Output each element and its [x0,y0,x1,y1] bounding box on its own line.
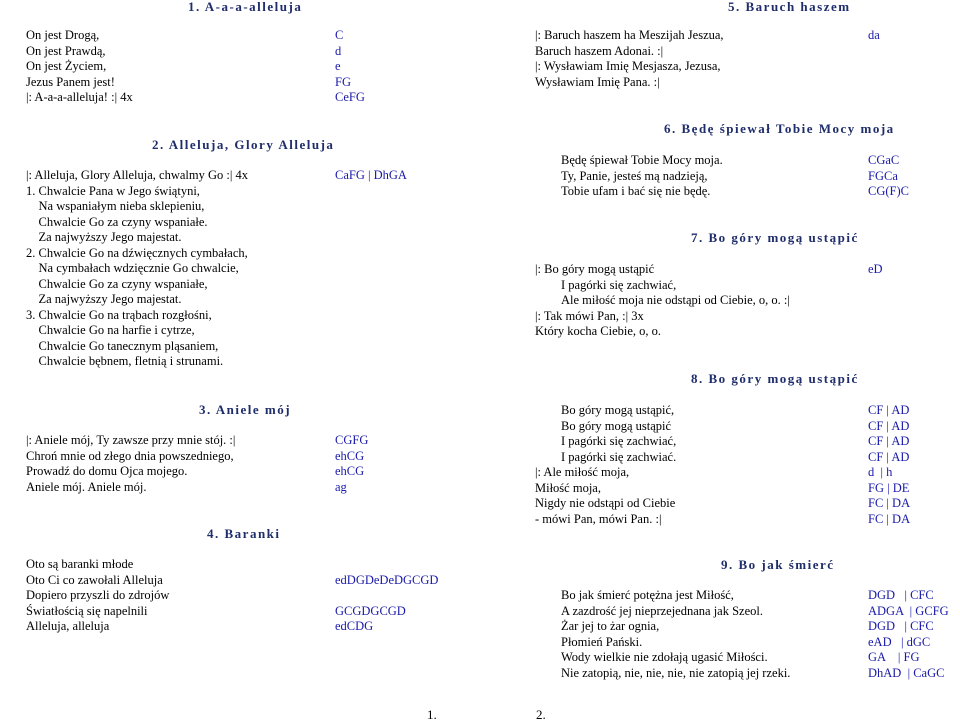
song-8-chords [868,403,910,527]
lyric-line: Ale miłość moja nie odstąpi od Ciebie, o, o. :| [561,293,790,307]
lyric-line: Alleluja, alleluja [26,619,110,633]
song-1-chords [335,28,365,106]
song-title-8: 8. Bo góry mogą ustąpić [691,371,859,386]
chord-line: ag [335,479,347,494]
lyric-line: Który kocha Ciebie, o, o. [535,324,662,338]
chord-line: CaFG | DhGA [335,168,407,182]
lyric-line: I pagórki się zachwiać, [561,277,677,292]
lyric-line: Światłością się napelnili [26,603,148,618]
chord-line: d | h [868,465,893,479]
lyric-line: 1. Chwalcie Pana w Jego świątyni, [26,183,200,198]
chord-line: FGCa [868,168,898,183]
lyric-line: Miłość moja, [535,480,601,495]
lyric-line: Oto Ci co zawołali Alleluja [26,572,163,587]
chord-line: CF | AD [868,434,910,448]
lyric-line: I pagórki się zachwiać, [561,434,677,448]
lyric-line: On jest Prawdą, [26,43,106,58]
song-3-lyrics [26,433,235,495]
chord-line: edCDG [335,619,374,633]
lyric-line: Chwalcie bębnem, fletnią i strunami. [26,354,224,368]
lyric-line: 3. Chwalcie Go na trąbach rozgłośni, [26,307,212,322]
lyric-line: Chroń mnie od złego dnia powszedniego, [26,448,234,463]
song-title-7: 7. Bo góry mogą ustąpić [691,230,859,245]
lyric-line: Za najwyższy Jego majestat. [26,230,182,244]
lyric-line: |: A-a-a-alleluja! :| 4x [26,90,133,104]
song-title-6: 6. Będę śpiewał Tobie Mocy moja [664,121,895,136]
chord-line: e [335,59,341,73]
lyric-line: Będę śpiewał Tobie Mocy moja. [561,153,723,167]
lyric-line: Aniele mój. Aniele mój. [26,479,147,494]
song-5-chords [868,28,880,44]
chord-line: CG(F)C [868,184,909,198]
song-5-lyrics [535,28,724,90]
lyric-line: Wody wielkie nie zdołają ugasić Miłości. [561,650,768,664]
lyric-line: Bo góry mogą ustąpić, [561,403,675,417]
lyric-line: Chwalcie Go za czyny wspaniałe, [26,276,208,291]
lyric-line: |: Tak mówi Pan, :| 3x [535,308,644,323]
lyric-line: Na cymbałach wdzięcznie Go chwalcie, [26,261,239,275]
lyric-line: |: Aniele mój, Ty zawsze przy mnie stój. :| [26,433,236,447]
lyric-line: |: Ale miłość moja, [535,465,630,479]
lyric-line: Jezus Panem jest! [26,74,115,89]
chord-line: CGaC [868,153,900,167]
lyric-line: Dopiero przyszli do zdrojów [26,588,170,602]
lyric-line: Chwalcie Go za czyny wspaniałe. [26,214,208,229]
lyric-line: Wysławiam Imię Pana. :| [535,74,660,89]
song-title-2: 2. Alleluja, Glory Alleluja [152,137,335,152]
lyric-line: Tobie ufam i bać się nie będę. [561,184,711,198]
song-1-lyrics [26,28,133,106]
lyric-line: Na wspaniałym nieba sklepieniu, [26,199,205,213]
page-number-left: 1. [427,707,437,722]
chord-line: GCGDGCGD [335,603,406,618]
lyric-line: I pagórki się zachwiać. [561,449,677,464]
chord-line: FG [335,74,351,89]
lyric-line: Bo jak śmierć potężna jest Miłość, [561,588,734,602]
chord-line: ADGA | GCFG [868,603,949,618]
lyric-line: On jest Drogą, [26,28,100,42]
chord-line: eAD | dGC [868,634,931,649]
lyric-line: 2. Chwalcie Go na dźwięcznych cymbałach, [26,245,248,260]
chord-line: FG | DE [868,480,910,495]
song-4-chords [335,557,438,635]
lyric-line: |: Wysławiam Imię Mesjasza, Jezusa, [535,59,721,73]
song-title-5: 5. Baruch haszem [728,0,851,14]
song-9-lyrics [561,588,790,681]
lyric-line: - mówi Pan, mówi Pan. :| [535,511,662,526]
chord-line: CeFG [335,90,365,104]
chord-line: CF | AD [868,449,910,464]
lyric-line: Płomień Pański. [561,634,643,649]
lyric-line: A zazdrość jej nieprzejednana jak Szeol. [561,603,763,618]
song-8-lyrics [535,403,676,527]
chord-line: ehCG [335,464,365,478]
song-9-chords [868,588,949,681]
chord-line: d [335,43,342,58]
chord-line: DGD | CFC [868,588,934,602]
chord-line: CGFG [335,433,369,447]
chord-line: DGD | CFC [868,619,934,633]
chord-line: GA | FG [868,650,920,664]
song-6-chords [868,153,909,200]
chord-line: FC | DA [868,496,911,510]
lyric-line: Chwalcie Go na harfie i cytrze, [26,323,195,337]
song-title-1: 1. A-a-a-alleluja [188,0,303,14]
chord-line: C [335,28,344,42]
song-title-3: 3. Aniele mój [199,402,292,417]
lyric-line: Ty, Panie, jesteś mą nadzieją, [561,168,708,183]
lyric-line: Żar jej to żar ognia, [561,619,660,633]
song-title-9: 9. Bo jak śmierć [721,557,835,572]
chord-line [335,588,438,604]
lyric-line: Nie zatopią, nie, nie, nie, nie zatopią jej rzeki. [561,665,791,680]
lyric-line: Chwalcie Go tanecznym pląsaniem, [26,338,219,353]
song-2-chords [335,168,407,184]
song-7-chords [868,262,883,278]
song-6-lyrics [561,153,723,200]
song-4-lyrics [26,557,169,635]
lyric-line: Bo góry mogą ustąpić [561,418,672,433]
lyric-line: Prowadź do domu Ojca mojego. [26,464,188,478]
chord-line: edDGDeDeDGCGD [335,572,439,587]
chord-line: eD [868,262,883,276]
chord-line: DhAD | CaGC [868,665,945,680]
chord-line: da [868,28,880,42]
song-7-lyrics [535,262,790,340]
chord-line: CF | AD [868,418,910,433]
lyric-line: Za najwyższy Jego majestat. [26,292,182,306]
lyric-line: On jest Życiem, [26,59,107,73]
lyric-line: |: Bo góry mogą ustąpić [535,262,655,276]
chord-line: FC | DA [868,511,911,526]
chord-line: ehCG [335,448,365,463]
lyric-line: Oto są baranki młode [26,557,134,571]
lyric-line: |: Baruch haszem ha Meszijah Jeszua, [535,28,724,42]
song-title-4: 4. Baranki [207,526,281,541]
chord-line: CF | AD [868,403,910,417]
song-3-chords [335,433,368,495]
chord-line [335,557,438,573]
lyric-line: Baruch haszem Adonai. :| [535,43,664,58]
lyric-line: |: Alleluja, Glory Alleluja, chwalmy Go :| 4x [26,168,248,182]
lyric-line: Nigdy nie odstąpi od Ciebie [535,496,676,510]
song-2-lyrics [26,168,248,370]
page-number-right: 2. [536,707,546,722]
